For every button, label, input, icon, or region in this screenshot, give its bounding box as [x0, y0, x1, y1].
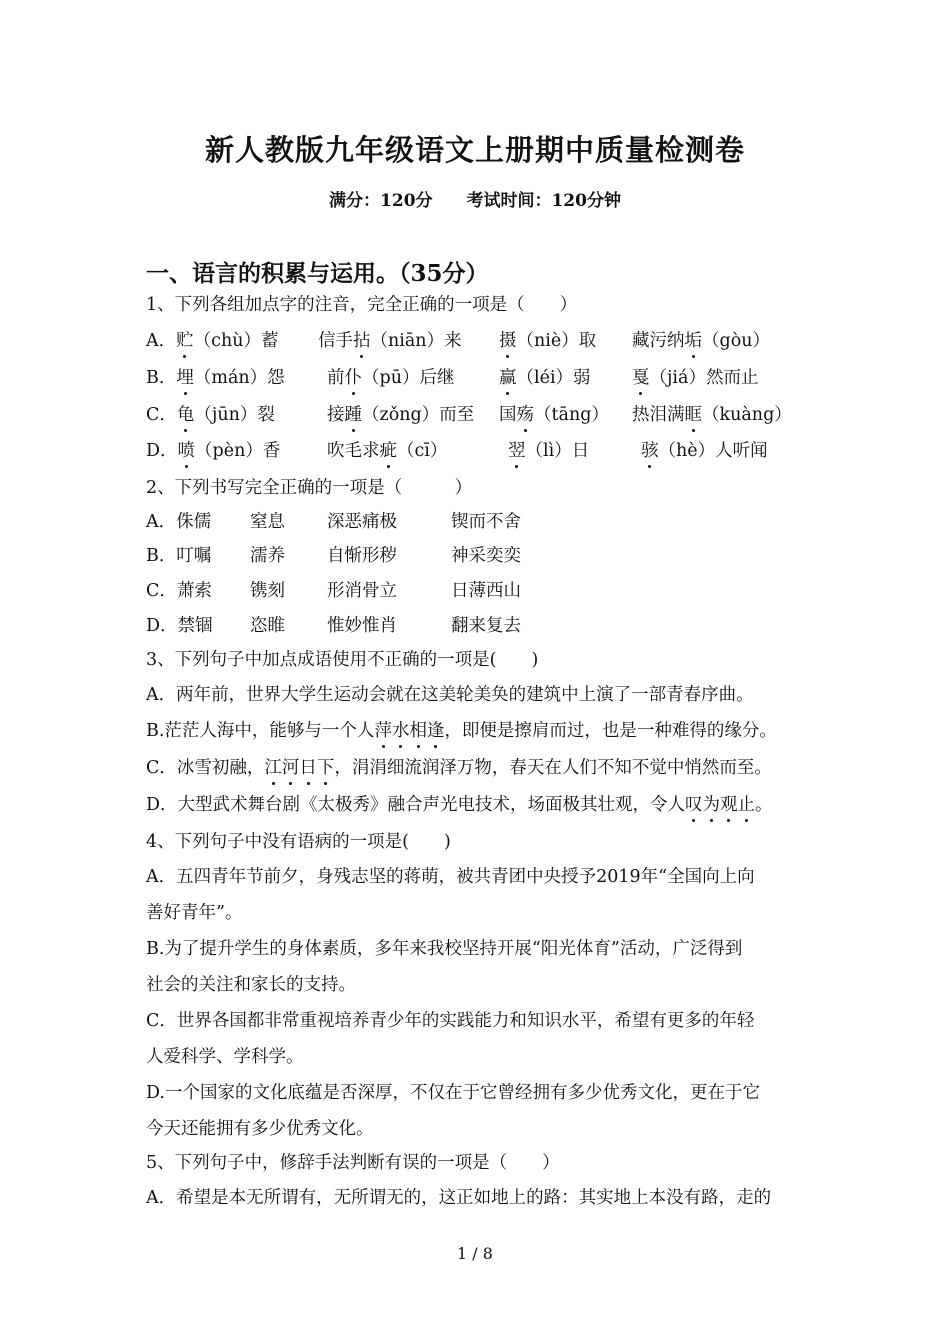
question-5-stem: 5、下列句子中，修辞手法判断有误的一项是（ ） [146, 1153, 560, 1173]
question-3-option-c: C．冰雪初融，江河日下，涓涓细流润泽万物，春天在人们不知不觉中悄然而至。 [146, 758, 772, 778]
question-3-option-a: A．两年前，世界大学生运动会就在这美轮美奂的建筑中上演了一部青春序曲。 [146, 685, 754, 705]
question-2-stem: 2、下列书写完全正确的一项是（ ） [146, 478, 473, 498]
section-heading: 一、语言的积累与运用。（35分） [146, 260, 489, 287]
page-number: 1 / 8 [457, 1244, 493, 1263]
question-4-stem: 4、下列句子中没有语病的一项是( ) [146, 832, 451, 852]
question-1-stem: 1、下列各组加点字的注音，完全正确的一项是（ ） [146, 295, 578, 315]
question-3-option-d: D．大型武术舞台剧《太极秀》融合声光电技术，场面极其壮观，令人叹为观止。 [146, 795, 773, 815]
question-3-stem: 3、下列句子中加点成语使用不正确的一项是( ) [146, 650, 539, 670]
question-3-option-b: B.茫茫人海中，能够与一个人萍水相逢，即便是擦肩而过，也是一种难得的缘分。 [146, 721, 777, 741]
exam-time: 考试时间：120分钟 [466, 191, 621, 211]
exam-page: 新人教版九年级语文上册期中质量检测卷 满分：120分 考试时间：120分钟 一、语言的积累与运用。（35分） 1、下列各组加点字的注音，完全正确的一项是（ ） A．贮（chù）蓄 信手拈（niān）来 摄（niè）取 藏污纳垢（gòu） B．埋（mán）怨 前仆（pū）后继 赢（léi）弱 戛（jiá）然而止 C．龟（jūn）裂 接踵（zǒng）而至 国殇（tāng） 热泪满眶（kuàng） D．喷（pèn）香 吹毛求疵（cī） 翌（lì）日 骇（hè）人听闻 2、下列书写完全正确的一项是（ ） A．侏儒 窒息 深恶痛极 锲而不舍 B．叮嘱 濡养 自惭形秽 神采奕奕 C．萧索 镌刻 形消骨立 日薄西山 D．禁锢 恣睢 惟妙惟肖 翻来复去 3、下列句子中加点成语使用不正确的一项是( ) A．两年前，世界大学生运动会就在这美轮美奂的建筑中上演了一部青春序曲。 B.茫茫人海中，能够与一个人萍水相逢，即便是擦肩而过，也是一种难得的缘分。 C．冰雪初融，江河日下，涓涓细流润泽万物，春天在人们不知不觉中悄然而至。 D．大型武术舞台剧《太极秀》融合声光电技术，场面极其壮观，令人叹为观止。 4、下列句子中没有语病的一项是( ) A．五四青年节前夕，身残志坚的蒋萌，被共青团中央授予2019年“全国向上向 善好青年”。 B.为了提升学生的身体素质，多年来我校坚持开展“阳光体育”活动，广泛得到 社会的关注和家长的支持。 C．世界各国都非常重视培养青少年的实践能力和知识水平，希望有更多的年轻 人爱科学、学科学。 D.一个国家的文化底蕴是否深厚，不仅在于它曾经拥有多少优秀文化，更在于它 今天还能拥有多少优秀文化。 5、下列句子中，修辞手法判断有误的一项是（ ） A．希望是本无所谓有，无所谓无的，这正如地上的路：其实地上本没有路，走的 1 / 8 [0, 0, 950, 1344]
page-title: 新人教版九年级语文上册期中质量检测卷 [204, 133, 745, 167]
question-5-option-a: A．希望是本无所谓有，无所谓无的，这正如地上的路：其实地上本没有路，走的 [146, 1188, 772, 1208]
full-score: 满分：120分 [329, 191, 433, 211]
exam-info [0, 186, 950, 211]
